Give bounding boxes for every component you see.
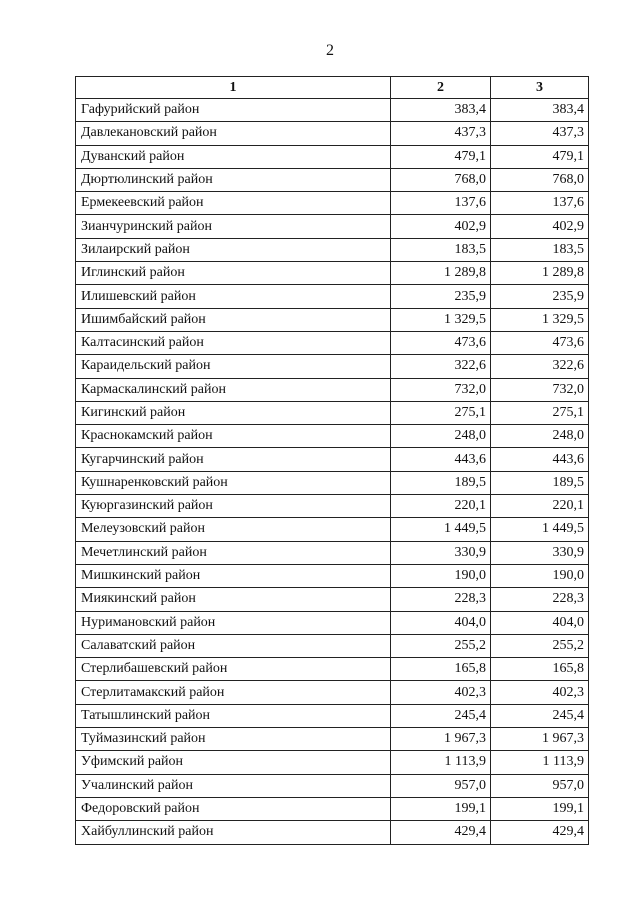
table-row — [76, 634, 589, 657]
value-cell-col2: 1 449,5 — [391, 518, 491, 541]
value-cell-col2: 404,0 — [391, 611, 491, 634]
value-cell-col3: 443,6 — [491, 448, 589, 471]
table-header — [76, 77, 589, 99]
district-name-cell: Мишкинский район — [76, 564, 391, 587]
value-cell-col3: 190,0 — [491, 564, 589, 587]
table-row — [76, 751, 589, 774]
district-name-cell: Зианчуринский район — [76, 215, 391, 238]
value-cell-col2: 443,6 — [391, 448, 491, 471]
district-name-cell: Салаватский район — [76, 634, 391, 657]
value-cell-col2: 322,6 — [391, 355, 491, 378]
header-row — [76, 77, 589, 99]
district-name-cell: Туймазинский район — [76, 728, 391, 751]
table-row — [76, 401, 589, 424]
value-cell-col2: 255,2 — [391, 634, 491, 657]
value-cell-col2: 245,4 — [391, 704, 491, 727]
district-name-cell: Дуванский район — [76, 145, 391, 168]
table-row — [76, 797, 589, 820]
table-row — [76, 192, 589, 215]
value-cell-col2: 429,4 — [391, 821, 491, 844]
district-name-cell: Миякинский район — [76, 588, 391, 611]
table-row — [76, 658, 589, 681]
table-row — [76, 378, 589, 401]
value-cell-col3: 402,9 — [491, 215, 589, 238]
column-header-3: 3 — [491, 77, 589, 99]
district-name-cell: Ермекеевский район — [76, 192, 391, 215]
district-name-cell: Давлекановский район — [76, 122, 391, 145]
table-row — [76, 448, 589, 471]
table-row — [76, 308, 589, 331]
district-name-cell: Дюртюлинский район — [76, 168, 391, 191]
district-name-cell: Ишимбайский район — [76, 308, 391, 331]
value-cell-col3: 473,6 — [491, 331, 589, 354]
value-cell-col3: 228,3 — [491, 588, 589, 611]
district-name-cell: Зилаирский район — [76, 238, 391, 261]
table-row — [76, 238, 589, 261]
value-cell-col2: 383,4 — [391, 99, 491, 122]
value-cell-col3: 189,5 — [491, 471, 589, 494]
value-cell-col2: 1 967,3 — [391, 728, 491, 751]
table-row — [76, 168, 589, 191]
district-name-cell: Куюргазинский район — [76, 495, 391, 518]
table-row — [76, 774, 589, 797]
table-row — [76, 471, 589, 494]
district-name-cell: Учалинский район — [76, 774, 391, 797]
value-cell-col3: 330,9 — [491, 541, 589, 564]
table-row — [76, 518, 589, 541]
column-header-1: 1 — [76, 77, 391, 99]
value-cell-col3: 165,8 — [491, 658, 589, 681]
district-name-cell: Нуримановский район — [76, 611, 391, 634]
value-cell-col3: 404,0 — [491, 611, 589, 634]
table-row — [76, 99, 589, 122]
table-row — [76, 495, 589, 518]
value-cell-col2: 957,0 — [391, 774, 491, 797]
value-cell-col2: 1 289,8 — [391, 262, 491, 285]
value-cell-col3: 479,1 — [491, 145, 589, 168]
district-name-cell: Кугарчинский район — [76, 448, 391, 471]
value-cell-col3: 402,3 — [491, 681, 589, 704]
value-cell-col2: 402,3 — [391, 681, 491, 704]
district-name-cell: Мечетлинский район — [76, 541, 391, 564]
value-cell-col3: 322,6 — [491, 355, 589, 378]
district-name-cell: Илишевский район — [76, 285, 391, 308]
value-cell-col2: 1 113,9 — [391, 751, 491, 774]
value-cell-col2: 768,0 — [391, 168, 491, 191]
table-body — [76, 99, 589, 845]
value-cell-col2: 199,1 — [391, 797, 491, 820]
value-cell-col2: 275,1 — [391, 401, 491, 424]
value-cell-col2: 437,3 — [391, 122, 491, 145]
table-row — [76, 145, 589, 168]
district-name-cell: Кармаскалинский район — [76, 378, 391, 401]
value-cell-col2: 165,8 — [391, 658, 491, 681]
table-row — [76, 425, 589, 448]
district-name-cell: Кигинский район — [76, 401, 391, 424]
value-cell-col2: 190,0 — [391, 564, 491, 587]
table-row — [76, 355, 589, 378]
table-row — [76, 215, 589, 238]
value-cell-col3: 383,4 — [491, 99, 589, 122]
district-table — [75, 76, 589, 845]
value-cell-col3: 220,1 — [491, 495, 589, 518]
value-cell-col3: 1 449,5 — [491, 518, 589, 541]
table-row — [76, 262, 589, 285]
page-number: 2 — [326, 42, 334, 59]
table-row — [76, 331, 589, 354]
district-name-cell: Мелеузовский район — [76, 518, 391, 541]
value-cell-col3: 1 967,3 — [491, 728, 589, 751]
value-cell-col2: 732,0 — [391, 378, 491, 401]
value-cell-col3: 1 113,9 — [491, 751, 589, 774]
value-cell-col3: 199,1 — [491, 797, 589, 820]
table-row — [76, 611, 589, 634]
district-name-cell: Иглинский район — [76, 262, 391, 285]
value-cell-col2: 248,0 — [391, 425, 491, 448]
table-row — [76, 704, 589, 727]
value-cell-col3: 137,6 — [491, 192, 589, 215]
value-cell-col3: 245,4 — [491, 704, 589, 727]
value-cell-col2: 479,1 — [391, 145, 491, 168]
value-cell-col3: 1 329,5 — [491, 308, 589, 331]
district-name-cell: Калтасинский район — [76, 331, 391, 354]
table-row — [76, 821, 589, 844]
column-header-2: 2 — [391, 77, 491, 99]
table-row — [76, 728, 589, 751]
value-cell-col2: 235,9 — [391, 285, 491, 308]
value-cell-col2: 183,5 — [391, 238, 491, 261]
table-row — [76, 122, 589, 145]
district-name-cell: Стерлибашевский район — [76, 658, 391, 681]
value-cell-col2: 1 329,5 — [391, 308, 491, 331]
value-cell-col3: 437,3 — [491, 122, 589, 145]
value-cell-col3: 732,0 — [491, 378, 589, 401]
table-row — [76, 285, 589, 308]
value-cell-col2: 330,9 — [391, 541, 491, 564]
district-name-cell: Караидельский район — [76, 355, 391, 378]
value-cell-col2: 402,9 — [391, 215, 491, 238]
district-name-cell: Татышлинский район — [76, 704, 391, 727]
value-cell-col3: 429,4 — [491, 821, 589, 844]
value-cell-col3: 1 289,8 — [491, 262, 589, 285]
value-cell-col3: 275,1 — [491, 401, 589, 424]
table-row — [76, 681, 589, 704]
district-name-cell: Гафурийский район — [76, 99, 391, 122]
value-cell-col2: 228,3 — [391, 588, 491, 611]
value-cell-col3: 957,0 — [491, 774, 589, 797]
table-row — [76, 588, 589, 611]
table-row — [76, 564, 589, 587]
value-cell-col2: 137,6 — [391, 192, 491, 215]
value-cell-col3: 183,5 — [491, 238, 589, 261]
value-cell-col3: 248,0 — [491, 425, 589, 448]
value-cell-col2: 220,1 — [391, 495, 491, 518]
value-cell-col2: 189,5 — [391, 471, 491, 494]
district-name-cell: Федоровский район — [76, 797, 391, 820]
value-cell-col2: 473,6 — [391, 331, 491, 354]
table-row — [76, 541, 589, 564]
value-cell-col3: 768,0 — [491, 168, 589, 191]
value-cell-col3: 235,9 — [491, 285, 589, 308]
district-name-cell: Уфимский район — [76, 751, 391, 774]
district-name-cell: Хайбуллинский район — [76, 821, 391, 844]
value-cell-col3: 255,2 — [491, 634, 589, 657]
district-name-cell: Стерлитамакский район — [76, 681, 391, 704]
district-name-cell: Кушнаренковский район — [76, 471, 391, 494]
district-name-cell: Краснокамский район — [76, 425, 391, 448]
